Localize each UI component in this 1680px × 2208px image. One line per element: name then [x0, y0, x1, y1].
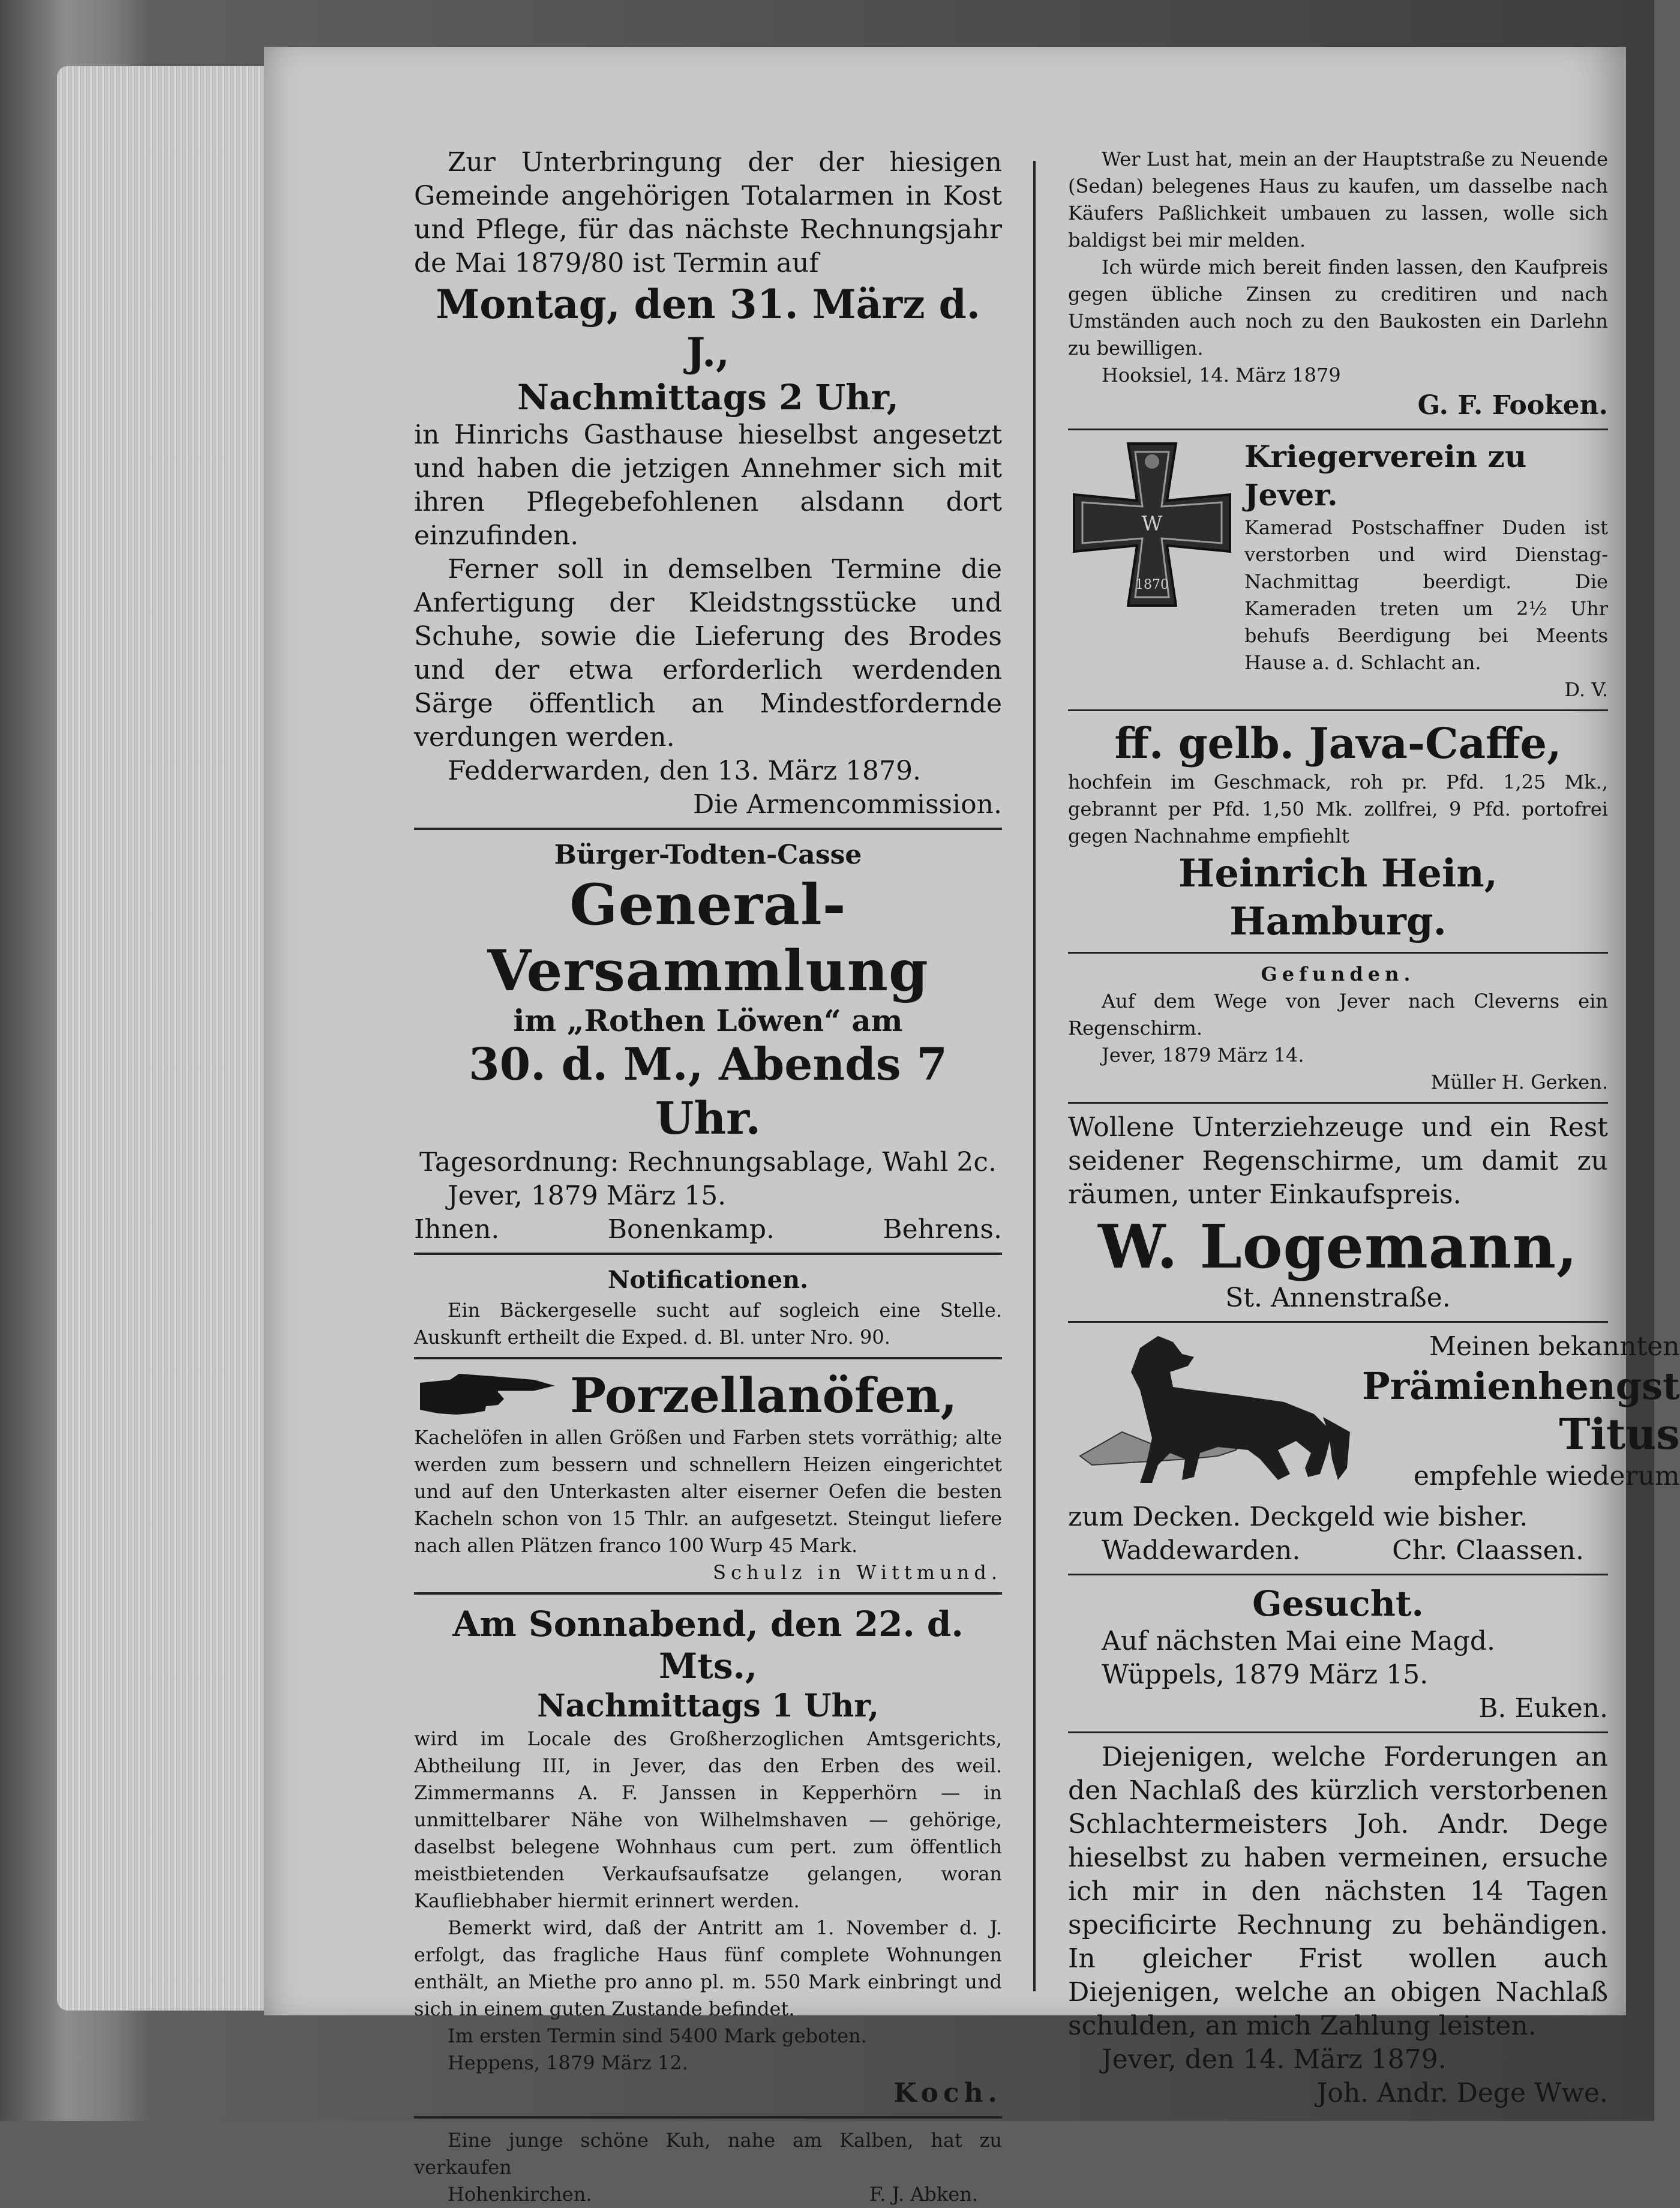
auktion-bid: Im ersten Termin sind 5400 Mark geboten. [448, 2024, 867, 2047]
gefunden-signature: Müller H. Gerken. [1430, 1071, 1608, 1093]
emblem-letter: W [1141, 512, 1163, 536]
gefunden-text: Auf dem Wege von Jever nach Cleverns ein Regenschirm. [1068, 990, 1608, 1039]
gefunden-notice [1068, 961, 1608, 1096]
versammlung-notice [414, 838, 1002, 1247]
wolle-text: Wollene Unterziehzeuge und ein Rest seidener Regenschirme, um damit zu räumen, unter Einkaufspreis. [1068, 1112, 1608, 1210]
hengst-line1: Meinen bekannten [1429, 1331, 1680, 1362]
wolle-notice [1068, 1111, 1608, 1315]
divider [1068, 1574, 1608, 1575]
armen-location: in Hinrichs Gasthause hieselbst angesetzt und haben die jetzigen Annehmer sich mit ihren Pflegebefohlenen alsdann dort einzufinden. [414, 420, 1002, 551]
newspaper-page [264, 47, 1680, 2206]
column-divider [1033, 161, 1036, 1991]
oefen-text: Kachelöfen in allen Größen und Farben stets vorräthig; alte werden zum bessern und schnellern Heizen eingerichtet und auf den Unterkasten alter eiserner Oefen die besten Kacheln schon von 15 Thlr. an aufgesetzt. Steingut liefere nach allen Plätzen franco 100 Wurp 45 Mark. [414, 1426, 1002, 1557]
krieger-body [1244, 438, 1608, 703]
divider [1068, 709, 1608, 711]
armen-place-date: Fedderwarden, den 13. März 1879. [448, 756, 921, 786]
hengst-name: Titus [1559, 1409, 1680, 1459]
gesucht-notice [1068, 1583, 1608, 1725]
caffe-notice [1068, 718, 1608, 946]
armen-signature: Die Armencommission. [693, 789, 1002, 820]
notification-title: Notificationen. [607, 1266, 809, 1294]
divider [414, 1357, 1002, 1359]
armen-notice [414, 146, 1002, 822]
gesucht-title: Gesucht. [1252, 1583, 1424, 1624]
versammlung-title: General-Versammlung [487, 872, 929, 1004]
auktion-remark: Bemerkt wird, daß der Antritt am 1. November d. J. erfolgt, das fragliche Haus fünf complete Wohnungen enthält, an Miethe pro anno pl. m. 550 Mark einbringt und sich in einem guten Zustande befindet. [414, 1916, 1002, 2020]
armen-time: Nachmittags 2 Uhr, [517, 377, 899, 418]
emblem-year: 1870 [1135, 577, 1169, 592]
versammlung-venue: im „Rothen Löwen“ am [513, 1003, 903, 1038]
wolle-signature: W. Logemann, [1098, 1211, 1578, 1282]
armen-further: Ferner soll in demselben Termine die Anfertigung der Kleidstngsstücke und Schuhe, sowie die Lieferung des Brodes und der etwa erforderlich werdenden Särge öffentlich an Mindestfordernde verdungen werden. [414, 554, 1002, 753]
haus-credit: Ich würde mich bereit finden lassen, den Kaufpreis gegen übliche Zinsen zu creditiren und nach Umständen auch noch zu den Baukosten ein Darlehn zu bewilligen. [1068, 256, 1608, 359]
signature-name: Bonenkamp. [607, 1214, 775, 1245]
divider [414, 1592, 1002, 1595]
notification-text: Ein Bäckergeselle sucht auf sogleich eine Stelle. Auskunft ertheilt die Exped. d. Bl. unter Nro. 90. [414, 1299, 1002, 1349]
hengst-header [1068, 1330, 1680, 1500]
kuh-footer [414, 2181, 1002, 2208]
hengst-line2: Prämienhengst [1362, 1364, 1680, 1408]
hengst-footer [1068, 1534, 1608, 1568]
divider [414, 1253, 1002, 1255]
signature-name: Behrens. [883, 1214, 1002, 1245]
left-column [414, 146, 1002, 2208]
versammlung-place-date: Jever, 1879 März 15. [448, 1181, 727, 1211]
hengst-notice [1068, 1330, 1680, 1568]
wolle-street: St. Annenstraße. [1225, 1283, 1451, 1313]
oefen-signature: Schulz in Wittmund. [713, 1561, 1002, 1584]
haus-signature: G. F. Fooken. [1417, 390, 1608, 421]
auktion-time: Nachmittags 1 Uhr, [536, 1688, 880, 1724]
divider [414, 2116, 1002, 2119]
hengst-line5: zum Decken. Deckgeld wie bisher. [1068, 1502, 1528, 1532]
kuh-text: Eine junge schöne Kuh, nahe am Kalben, hat zu verkaufen [414, 2129, 1002, 2179]
krieger-text: Kamerad Postschaffner Duden ist verstorben und wird Dienstag-Nachmittag beerdigt. Die Kameraden treten um 2½ Uhr behufs Beerdigung bei Meents Hause a. d. Schlacht an. [1244, 516, 1608, 674]
book-page-edges [57, 66, 264, 2011]
versammlung-agenda: Tagesordnung: Rechnungsablage, Wahl 2c. [419, 1147, 997, 1178]
kuh-place: Hohenkirchen. [448, 2183, 592, 2206]
auktion-signature: Koch. [893, 2078, 1002, 2108]
kuh-signature: F. J. Abken. [869, 2183, 978, 2206]
gesucht-text: Auf nächsten Mai eine Magd. [1102, 1626, 1495, 1656]
notification-notice [414, 1263, 1002, 1351]
oefen-notice [414, 1368, 1002, 1586]
haus-place-date: Hooksiel, 14. März 1879 [1102, 364, 1341, 387]
oefen-header [414, 1368, 1002, 1424]
versammlung-date: 30. d. M., Abends 7 Uhr. [469, 1039, 947, 1145]
right-column [1068, 146, 1680, 2110]
divider [1068, 1102, 1608, 1104]
auktion-place-date: Heppens, 1879 März 12. [448, 2051, 688, 2074]
gefunden-place-date: Jever, 1879 März 14. [1102, 1044, 1304, 1066]
armen-date: Montag, den 31. März d. J., [436, 281, 980, 376]
caffe-text: hochfein im Geschmack, roh pr. Pfd. 1,25 Mk., gebrannt per Pfd. 1,50 Mk. zollfrei, 9 Pfd. portofrei gegen Nachnahme empfiehlt [1068, 771, 1608, 847]
divider [1068, 1321, 1608, 1323]
signature-name: Ihnen. [414, 1214, 500, 1245]
armen-intro: Zur Unterbringung der der hiesigen Gemeinde angehörigen Totalarmen in Kost und Pflege, für das nächste Rechnungsjahr de Mai 1879/80 ist Termin auf [414, 147, 1002, 278]
auktion-date: Am Sonnabend, den 22. d. Mts., [452, 1604, 964, 1686]
auktion-text: wird im Locale des Großherzoglichen Amtsgerichts, Abtheilung III, in Jever, das den Erben des weil. Zimmermanns A. F. Janssen in Kepperhörn — in unmittelbarer Nähe von Wilhelmshaven — gehörige, daselbst belegene Wohnhaus cum pert. zum öffentlich meistbietenden Verkaufsaufsatze gelangen, woran Kaufliebhaber hiermit erinnert werden. [414, 1727, 1002, 1912]
versammlung-signatures [414, 1213, 1002, 1247]
versammlung-kicker: Bürger-Todten-Casse [554, 840, 862, 870]
gesucht-signature: B. Euken. [1478, 1693, 1608, 1724]
nachlass-notice [1068, 1740, 1608, 2110]
hengst-signature: Chr. Claassen. [1392, 1535, 1584, 1566]
caffe-signature: Heinrich Hein, Hamburg. [1178, 851, 1498, 944]
gefunden-title: Gefunden. [1261, 963, 1415, 985]
oefen-title: Porzellanöfen, [570, 1367, 958, 1424]
iron-cross-icon [1068, 438, 1236, 614]
krieger-title: Kriegerverein zu Jever. [1244, 439, 1527, 513]
krieger-signature: D. V. [1564, 678, 1608, 701]
divider [414, 828, 1002, 830]
haus-notice [1068, 146, 1608, 423]
divider [1068, 1731, 1608, 1733]
gesucht-place-date: Wüppels, 1879 März 15. [1102, 1659, 1429, 1690]
horse-icon [1068, 1330, 1356, 1500]
divider [1068, 952, 1608, 954]
hengst-place: Waddewarden. [1102, 1535, 1301, 1566]
nachlass-place-date: Jever, den 14. März 1879. [1102, 2044, 1447, 2075]
nachlass-text: Diejenigen, welche Forderungen an den Nachlaß des kürzlich verstorbenen Schlachtermeisters Joh. Andr. Dege hieselbst zu haben vermeinen, ersuche ich mir in den nächsten 14 Tagen specificirte Rechnung zu behändigen. In gleicher Frist wollen auch Diejenigen, welche an obigen Nachlaß schulden, an mich Zahlung leisten. [1068, 1742, 1608, 2041]
hengst-body [1362, 1330, 1680, 1493]
caffe-title: ff. gelb. Java-Caffe, [1114, 718, 1562, 768]
auktion-notice [414, 1603, 1002, 2110]
kuh-notice [414, 2127, 1002, 2208]
pointing-hand-icon [414, 1368, 558, 1424]
divider [1068, 429, 1608, 430]
nachlass-signature: Joh. Andr. Dege Wwe. [1316, 2078, 1608, 2108]
haus-offer: Wer Lust hat, mein an der Hauptstraße zu Neuende (Sedan) belegenes Haus zu kaufen, um dasselbe nach Käufers Paßlichkeit umbauen zu lassen, wolle sich baldigst bei mir melden. [1068, 148, 1608, 251]
hengst-line4: empfehle wiederum [1413, 1461, 1680, 1491]
krieger-notice [1068, 438, 1608, 703]
